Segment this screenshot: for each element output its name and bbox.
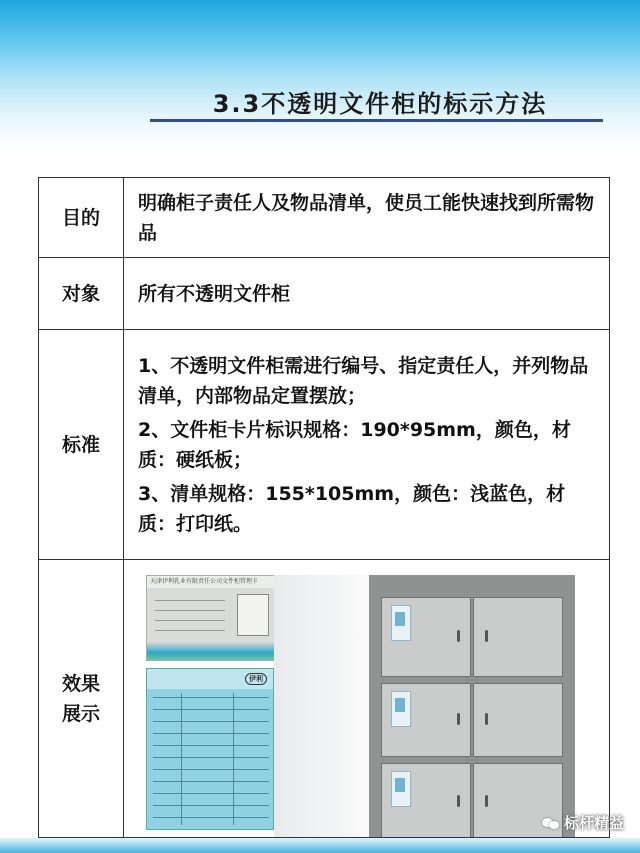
wechat-icon bbox=[542, 816, 560, 830]
row-label: 对象 bbox=[39, 258, 124, 329]
list-grid-line bbox=[153, 733, 269, 734]
row-label: 标准 bbox=[39, 330, 124, 559]
spec-table bbox=[38, 177, 610, 838]
standard-item: 3、清单规格：155*105mm，颜色：浅蓝色，材质：打印纸。 bbox=[138, 482, 566, 535]
list-grid-line bbox=[153, 745, 269, 746]
row-label-text: 效果展示 bbox=[61, 672, 100, 725]
card-line bbox=[155, 620, 225, 621]
door-handle bbox=[485, 795, 488, 807]
row-content: 所有不透明文件柜 bbox=[138, 282, 291, 305]
card-line bbox=[155, 630, 225, 631]
file-cabinet-photo bbox=[274, 575, 575, 837]
cabinet-body bbox=[369, 575, 575, 837]
cabinet-label-tag bbox=[391, 771, 411, 807]
table-row-effect bbox=[39, 560, 609, 837]
list-grid-line bbox=[153, 709, 269, 710]
header-gradient bbox=[0, 0, 640, 150]
item-list-photo bbox=[146, 668, 274, 830]
wall-background bbox=[274, 575, 369, 837]
list-grid-line bbox=[153, 721, 269, 722]
card-line bbox=[155, 600, 225, 601]
list-grid-line bbox=[153, 793, 269, 794]
row-label bbox=[39, 560, 124, 837]
card-photo-box bbox=[237, 594, 269, 636]
slide-title: 3.3不透明文件柜的标示方法 bbox=[212, 90, 548, 118]
footer-gradient bbox=[0, 838, 640, 853]
list-grid-line bbox=[153, 757, 269, 758]
door-handle bbox=[457, 713, 460, 725]
cabinet-label-tag bbox=[391, 605, 411, 641]
effect-photos bbox=[124, 560, 609, 837]
standard-item: 1、不透明文件柜需进行编号、指定责任人，并列物品清单，内部物品定置摆放； bbox=[138, 354, 589, 407]
card-header-text: 天津伊利乳业有限责任公司文件柜管理卡 bbox=[147, 576, 278, 588]
door-handle bbox=[457, 795, 460, 807]
cabinet-card-photo bbox=[146, 575, 278, 661]
table-row-object bbox=[39, 258, 609, 330]
row-label: 目的 bbox=[39, 178, 124, 257]
table-row-purpose bbox=[39, 178, 609, 258]
card-wave-band bbox=[147, 642, 277, 660]
watermark-text: 标杆精益 bbox=[563, 814, 624, 832]
standard-item: 2、文件柜卡片标识规格：190*95mm，颜色，材质：硬纸板； bbox=[138, 418, 571, 471]
list-grid-line bbox=[153, 769, 269, 770]
table-row-standard bbox=[39, 330, 609, 560]
list-grid-line bbox=[153, 805, 269, 806]
list-grid-line bbox=[153, 697, 269, 698]
card-line bbox=[155, 610, 225, 611]
list-grid-line bbox=[153, 817, 269, 818]
door-handle bbox=[485, 630, 488, 642]
title-underline bbox=[150, 119, 603, 122]
row-content: 明确柜子责任人及物品清单，使员工能快速找到所需物品 bbox=[138, 191, 595, 244]
door-handle bbox=[457, 630, 460, 642]
brand-logo: 伊利 bbox=[245, 673, 267, 685]
watermark bbox=[542, 812, 624, 833]
list-grid-line bbox=[153, 781, 269, 782]
cabinet-label-tag bbox=[391, 691, 411, 727]
row-content bbox=[124, 330, 609, 559]
door-handle bbox=[485, 713, 488, 725]
